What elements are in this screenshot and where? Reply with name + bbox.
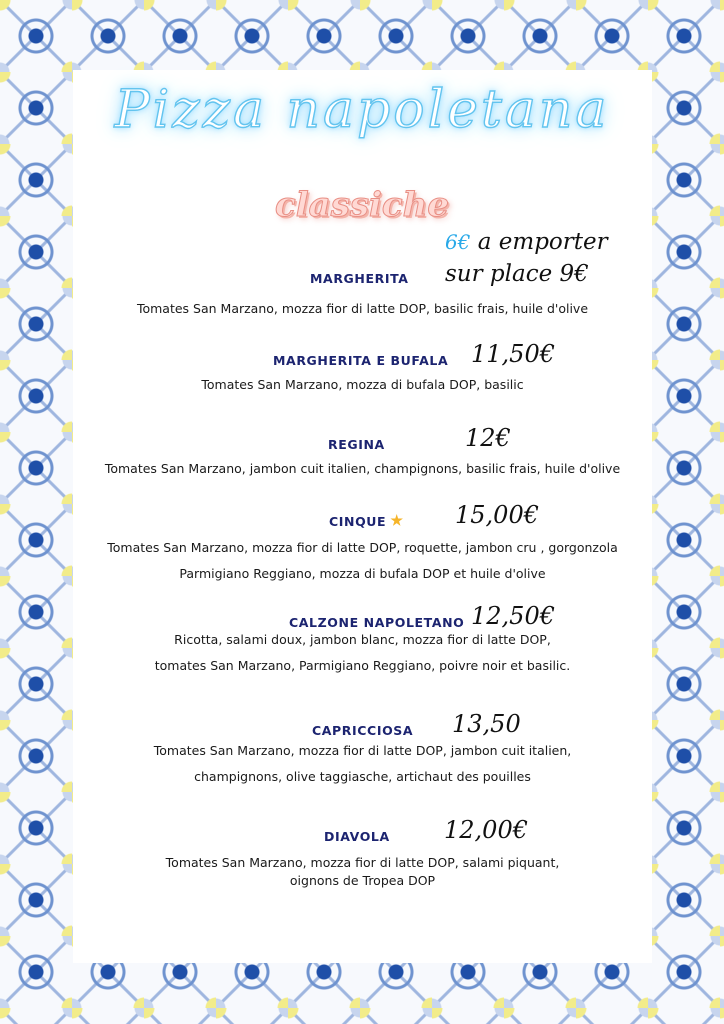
item-name: MARGHERITA E BUFALA: [273, 353, 449, 368]
item-description: Tomates San Marzano, mozza fior di latte DOP, basilic frais, huile d'olive: [136, 301, 589, 316]
item-price: 12€: [465, 424, 511, 452]
item-description: Tomates San Marzano, mozza fior di latte DOP, jambon cuit italien, champignons, olive taggiasche, artichaut des pouilles: [153, 743, 572, 784]
item-name: CALZONE NAPOLETANO: [289, 615, 465, 630]
subtitle-text: classiche: [275, 185, 449, 225]
takeaway-price: 6€: [445, 230, 471, 254]
item-name: MARGHERITA: [310, 271, 409, 286]
menu-subtitle: [0, 185, 724, 225]
item-description: Tomates San Marzano, mozza di bufala DOP, basilic: [201, 377, 524, 392]
item-price: 12,00€: [444, 816, 528, 844]
dine-in-price: sur place 9€: [445, 261, 589, 287]
item-name: DIAVOLA: [324, 829, 390, 844]
item-price: 15,00€: [455, 501, 539, 529]
item-price: 13,50: [452, 710, 521, 738]
item-price: 12,50€: [471, 602, 555, 630]
pricing-note: [445, 226, 635, 290]
item-description: Tomates San Marzano, mozza fior di latte DOP, salami piquant, oignons de Tropea DOP: [165, 855, 560, 888]
menu-title: Pizza napoletana: [114, 80, 610, 140]
takeaway-label: a emporter: [477, 229, 608, 255]
item-description: Ricotta, salami doux, jambon blanc, mozza fior di latte DOP, tomates San Marzano, Parmigiano Reggiano, poivre noir et basilic.: [154, 632, 571, 673]
item-name: CAPRICCIOSA: [312, 723, 414, 738]
star-icon: [390, 514, 403, 527]
item-name: REGINA: [328, 437, 385, 452]
item-price: 11,50€: [471, 340, 555, 368]
item-description: Tomates San Marzano, jambon cuit italien, champignons, basilic frais, huile d'olive: [104, 461, 621, 476]
item-name: CINQUE: [329, 514, 387, 529]
item-description: Tomates San Marzano, mozza fior di latte DOP, roquette, jambon cru , gorgonzola Parmigiano Reggiano, mozza di bufala DOP et huile d'olive: [107, 540, 618, 581]
